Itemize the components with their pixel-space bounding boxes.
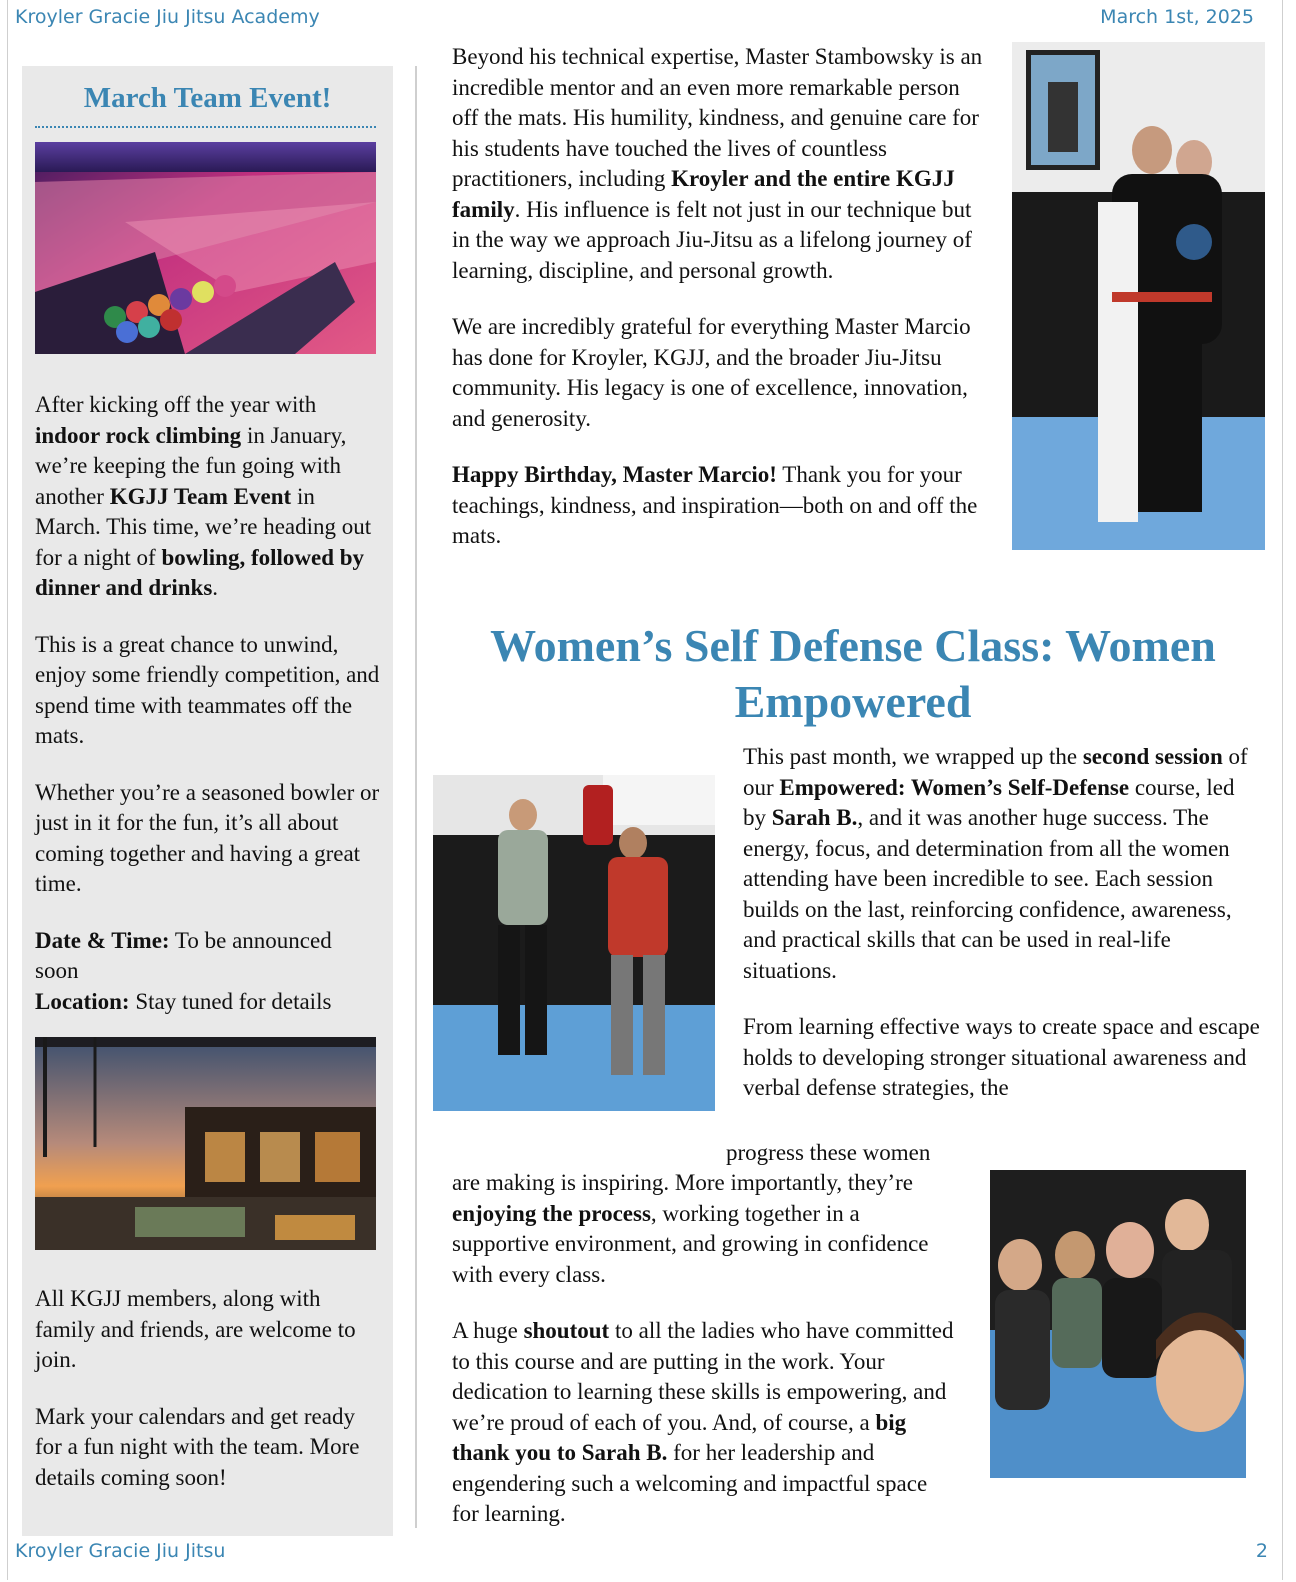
- sidebar-title-rule: [35, 126, 376, 128]
- sidebar-paragraph-intro: After kicking off the year with indoor rock climbing in January, we’re keeping the fun going with another KGJJ Team Event in March. This time, we’re heading out for a night of bowling, followed by dinner and drinks.: [35, 392, 372, 600]
- sidebar-body-bottom: [35, 1284, 380, 1519]
- header-publication-name: Kroyler Gracie Jiu Jitsu Academy: [15, 6, 320, 28]
- womens-paragraph-progress-top: From learning effective ways to create space and escape holds to developing stronger situational awareness and verbal defense strategies, the: [743, 1014, 1260, 1100]
- womens-paragraph-shoutout: A huge shoutout to all the ladies who have committed to this course and are putting in the work. Your dedication to learning these skills is empowering, and we’re proud of each of you. And, of course, a big thank you to Sarah B. for her leadership and engendering such a welcoming and impactful space for learning.: [452, 1318, 954, 1526]
- rooftop-dinner-photo: [35, 1037, 376, 1250]
- sidebar-body: [35, 390, 380, 1043]
- footer-publication-name: Kroyler Gracie Jiu Jitsu: [15, 1540, 226, 1562]
- column-divider: [415, 66, 417, 1528]
- womens-paragraph-progress-mid: progress these women: [726, 1140, 931, 1165]
- womens-section-heading: Women’s Self Defense Class: Women Empowered: [490, 620, 1216, 727]
- sidebar-event-details: Date & Time: To be announced soon Location: Stay tuned for details: [35, 927, 332, 1014]
- womens-paragraph-session: [743, 742, 1263, 1104]
- sidebar-paragraph-unwind: This is a great chance to unwind, enjoy some friendly competition, and spend time with teammates off the mats.: [35, 631, 380, 748]
- tribute-section: [452, 42, 985, 578]
- sparring-pads-photo: [433, 775, 715, 1111]
- master-marcio-hug-photo: [1012, 42, 1265, 550]
- women-group-selfie-photo: [990, 1170, 1246, 1478]
- womens-section-lower: [452, 1168, 957, 1556]
- sidebar-paragraph-welcome: All KGJJ members, along with family and friends, are welcome to join.: [35, 1286, 356, 1372]
- sidebar-team-event: [22, 66, 393, 1536]
- header-date: March 1st, 2025: [1100, 6, 1254, 28]
- tribute-paragraph-grateful: We are incredibly grateful for everything Master Marcio has done for Kroyler, KGJJ, and the broader Jiu-Jitsu community. His legacy is one of excellence, innovation, and generosity.: [452, 314, 971, 431]
- sidebar-paragraph-bowler: Whether you’re a seasoned bowler or just in it for the fun, it’s all about coming together and having a great time.: [35, 779, 380, 896]
- sidebar-title: March Team Event!: [83, 82, 332, 114]
- tribute-paragraph-birthday: Happy Birthday, Master Marcio! Thank you for your teachings, kindness, and inspiration—both on and off the mats.: [452, 462, 978, 548]
- sidebar-paragraph-calendar: Mark your calendars and get ready for a fun night with the team. More details coming soon!: [35, 1403, 360, 1490]
- womens-paragraph-session-text: This past month, we wrapped up the second session of our Empowered: Women’s Self-Defense course, led by Sarah B., and it was another huge success. The energy, focus, and determination from all the women attending have been incredible to see. Each session builds on the last, reinforcing confidence, awareness, and practical skills that can be used in real-life situations.: [743, 744, 1248, 983]
- footer-page-number: 2: [1255, 1540, 1268, 1562]
- tribute-paragraph-mentor: Beyond his technical expertise, Master Stambowsky is an incredible mentor and an even more remarkable person off the mats. His humility, kindness, and genuine care for his students have touched the lives of countless practitioners, including Kroyler and the entire KGJJ family. His influence is felt not just in our technique but in the way we approach Jiu-Jitsu as a lifelong journey of learning, discipline, and personal growth.: [452, 44, 983, 283]
- womens-paragraph-progress-bottom: are making is inspiring. More importantly, they’re enjoying the process, working together in a supportive environment, and growing in confidence with every class.: [452, 1170, 929, 1287]
- bowling-alley-photo: [35, 142, 376, 354]
